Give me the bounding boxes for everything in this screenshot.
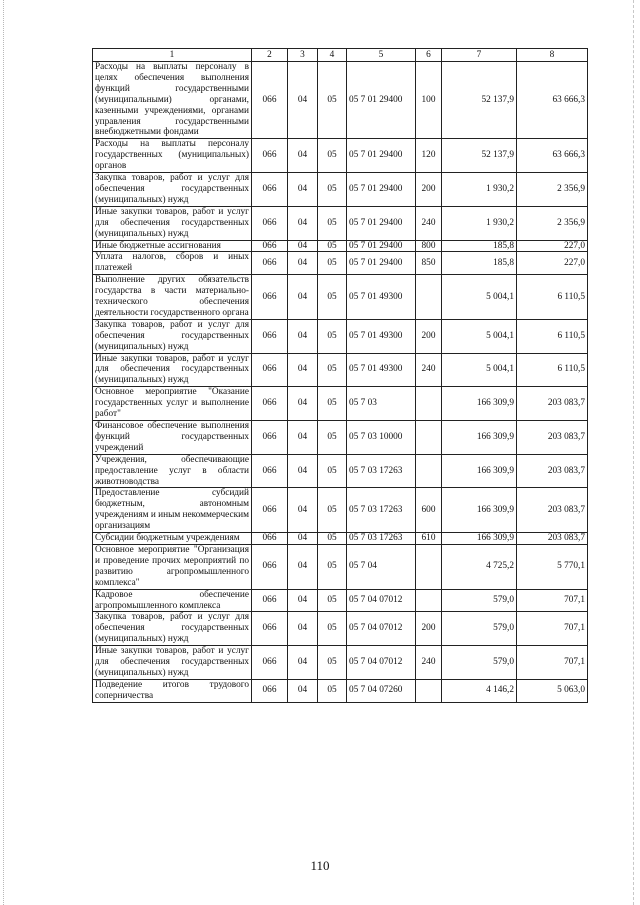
ministry-code-cell: 066 <box>252 544 288 589</box>
ministry-code-cell: 066 <box>252 206 288 240</box>
ministry-code-cell: 066 <box>252 139 288 173</box>
page-number: 110 <box>310 858 330 873</box>
table-row <box>93 319 588 353</box>
expense-type-cell: 240 <box>416 206 442 240</box>
row-name-cell: Кадровое обеспечение агропромышленного комплекса <box>93 589 252 612</box>
section-cell: 04 <box>288 353 318 387</box>
expense-type-cell <box>416 589 442 612</box>
target-article-cell: 05 7 04 07012 <box>347 646 416 680</box>
table-row <box>93 454 588 488</box>
section-cell: 04 <box>288 679 318 702</box>
subsection-cell: 05 <box>318 139 347 173</box>
subsection-cell: 05 <box>318 353 347 387</box>
subsection-cell: 05 <box>318 679 347 702</box>
table-row <box>93 646 588 680</box>
row-name-cell: Иные бюджетные ассигнования <box>93 240 252 252</box>
target-article-cell: 05 7 01 29400 <box>347 240 416 252</box>
amount-year2-cell: 203 083,7 <box>517 488 588 533</box>
ministry-code-cell: 066 <box>252 421 288 455</box>
amount-year2-cell: 6 110,5 <box>517 319 588 353</box>
ministry-code-cell: 066 <box>252 353 288 387</box>
row-name-cell: Закупка товаров, работ и услуг для обеспечения государственных (муниципальных) нужд <box>93 173 252 207</box>
amount-year1-cell: 166 309,9 <box>442 488 517 533</box>
section-cell: 04 <box>288 421 318 455</box>
subsection-cell: 05 <box>318 252 347 275</box>
section-cell: 04 <box>288 252 318 275</box>
row-name-cell: Иные закупки товаров, работ и услуг для обеспечения государственных (муниципальных) нужд <box>93 353 252 387</box>
column-header-1: 1 <box>93 49 252 62</box>
table-row <box>93 589 588 612</box>
ministry-code-cell: 066 <box>252 319 288 353</box>
amount-year1-cell: 4 146,2 <box>442 679 517 702</box>
amount-year2-cell: 227,0 <box>517 240 588 252</box>
table-row <box>93 488 588 533</box>
expense-type-cell: 600 <box>416 488 442 533</box>
table-row <box>93 612 588 646</box>
expense-type-cell: 610 <box>416 533 442 545</box>
subsection-cell: 05 <box>318 454 347 488</box>
scan-edge-left <box>3 0 5 905</box>
ministry-code-cell: 066 <box>252 252 288 275</box>
expense-type-cell <box>416 544 442 589</box>
section-cell: 04 <box>288 488 318 533</box>
section-cell: 04 <box>288 275 318 320</box>
amount-year1-cell: 5 004,1 <box>442 353 517 387</box>
amount-year2-cell: 203 083,7 <box>517 421 588 455</box>
table-row <box>93 544 588 589</box>
amount-year2-cell: 6 110,5 <box>517 353 588 387</box>
subsection-cell: 05 <box>318 646 347 680</box>
amount-year2-cell: 203 083,7 <box>517 533 588 545</box>
target-article-cell: 05 7 03 17263 <box>347 488 416 533</box>
amount-year2-cell: 63 666,3 <box>517 139 588 173</box>
section-cell: 04 <box>288 646 318 680</box>
column-header-8: 8 <box>517 49 588 62</box>
ministry-code-cell: 066 <box>252 387 288 421</box>
target-article-cell: 05 7 01 49300 <box>347 353 416 387</box>
amount-year2-cell: 203 083,7 <box>517 454 588 488</box>
column-header-6: 6 <box>416 49 442 62</box>
ministry-code-cell: 066 <box>252 533 288 545</box>
amount-year1-cell: 185,8 <box>442 240 517 252</box>
expense-type-cell: 200 <box>416 319 442 353</box>
section-cell: 04 <box>288 589 318 612</box>
subsection-cell: 05 <box>318 240 347 252</box>
target-article-cell: 05 7 03 17263 <box>347 533 416 545</box>
subsection-cell: 05 <box>318 275 347 320</box>
row-name-cell: Подведение итогов трудового соперничества <box>93 679 252 702</box>
target-article-cell: 05 7 01 49300 <box>347 319 416 353</box>
amount-year1-cell: 166 309,9 <box>442 387 517 421</box>
amount-year1-cell: 5 004,1 <box>442 319 517 353</box>
column-header-4: 4 <box>318 49 347 62</box>
target-article-cell: 05 7 03 <box>347 387 416 421</box>
subsection-cell: 05 <box>318 533 347 545</box>
subsection-cell: 05 <box>318 488 347 533</box>
expense-type-cell: 240 <box>416 646 442 680</box>
target-article-cell: 05 7 01 49300 <box>347 275 416 320</box>
target-article-cell: 05 7 04 <box>347 544 416 589</box>
section-cell: 04 <box>288 139 318 173</box>
row-name-cell: Основное мероприятие "Организация и проведение прочих мероприятий по развитию агропромышленного комплекса" <box>93 544 252 589</box>
row-name-cell: Расходы на выплаты персоналу в целях обеспечения выполнения функций государственными (муниципальными) органами, казенными учреждениями, органами управления государственными внебюджетными фондами <box>93 62 252 139</box>
row-name-cell: Основное мероприятие "Оказание государственных услуг и выполнение работ" <box>93 387 252 421</box>
target-article-cell: 05 7 04 07260 <box>347 679 416 702</box>
row-name-cell: Уплата налогов, сборов и иных платежей <box>93 252 252 275</box>
target-article-cell: 05 7 01 29400 <box>347 173 416 207</box>
expense-type-cell: 100 <box>416 62 442 139</box>
expense-type-cell: 240 <box>416 353 442 387</box>
column-header-3: 3 <box>288 49 318 62</box>
ministry-code-cell: 066 <box>252 275 288 320</box>
table-row <box>93 206 588 240</box>
section-cell: 04 <box>288 533 318 545</box>
table-row <box>93 421 588 455</box>
row-name-cell: Субсидии бюджетным учреждениям <box>93 533 252 545</box>
table-row <box>93 387 588 421</box>
table-row <box>93 173 588 207</box>
ministry-code-cell: 066 <box>252 62 288 139</box>
target-article-cell: 05 7 04 07012 <box>347 589 416 612</box>
subsection-cell: 05 <box>318 544 347 589</box>
expense-type-cell <box>416 387 442 421</box>
section-cell: 04 <box>288 454 318 488</box>
row-name-cell: Закупка товаров, работ и услуг для обеспечения государственных (муниципальных) нужд <box>93 612 252 646</box>
row-name-cell: Предоставление субсидий бюджетным, автономным учреждениям и иным некоммерческим организациям <box>93 488 252 533</box>
column-header-5: 5 <box>347 49 416 62</box>
subsection-cell: 05 <box>318 589 347 612</box>
table-row <box>93 353 588 387</box>
subsection-cell: 05 <box>318 421 347 455</box>
target-article-cell: 05 7 01 29400 <box>347 206 416 240</box>
row-name-cell: Учреждения, обеспечивающие предоставление услуг в области животноводства <box>93 454 252 488</box>
row-name-cell: Иные закупки товаров, работ и услуг для обеспечения государственных (муниципальных) нужд <box>93 206 252 240</box>
amount-year2-cell: 203 083,7 <box>517 387 588 421</box>
amount-year1-cell: 166 309,9 <box>442 454 517 488</box>
amount-year1-cell: 185,8 <box>442 252 517 275</box>
expense-type-cell: 850 <box>416 252 442 275</box>
amount-year2-cell: 2 356,9 <box>517 206 588 240</box>
subsection-cell: 05 <box>318 206 347 240</box>
amount-year2-cell: 5 063,0 <box>517 679 588 702</box>
amount-year1-cell: 579,0 <box>442 612 517 646</box>
row-name-cell: Выполнение других обязательств государства в части материально-технического обеспечения деятельности государственного органа <box>93 275 252 320</box>
section-cell: 04 <box>288 387 318 421</box>
amount-year2-cell: 707,1 <box>517 589 588 612</box>
ministry-code-cell: 066 <box>252 488 288 533</box>
expense-type-cell: 200 <box>416 173 442 207</box>
expense-type-cell: 120 <box>416 139 442 173</box>
section-cell: 04 <box>288 173 318 207</box>
target-article-cell: 05 7 01 29400 <box>347 252 416 275</box>
ministry-code-cell: 066 <box>252 679 288 702</box>
ministry-code-cell: 066 <box>252 240 288 252</box>
table-row <box>93 139 588 173</box>
table-row <box>93 533 588 545</box>
amount-year2-cell: 227,0 <box>517 252 588 275</box>
table-row <box>93 275 588 320</box>
ministry-code-cell: 066 <box>252 646 288 680</box>
section-cell: 04 <box>288 544 318 589</box>
amount-year2-cell: 2 356,9 <box>517 173 588 207</box>
amount-year1-cell: 579,0 <box>442 646 517 680</box>
expense-type-cell <box>416 454 442 488</box>
expense-type-cell <box>416 275 442 320</box>
expense-type-cell: 200 <box>416 612 442 646</box>
table-row <box>93 62 588 139</box>
ministry-code-cell: 066 <box>252 454 288 488</box>
amount-year1-cell: 5 004,1 <box>442 275 517 320</box>
target-article-cell: 05 7 01 29400 <box>347 62 416 139</box>
table-row <box>93 240 588 252</box>
ministry-code-cell: 066 <box>252 612 288 646</box>
amount-year2-cell: 63 666,3 <box>517 62 588 139</box>
expense-type-cell: 800 <box>416 240 442 252</box>
section-cell: 04 <box>288 612 318 646</box>
amount-year2-cell: 5 770,1 <box>517 544 588 589</box>
table-row <box>93 679 588 702</box>
section-cell: 04 <box>288 240 318 252</box>
table-row <box>93 252 588 275</box>
row-name-cell: Закупка товаров, работ и услуг для обеспечения государственных (муниципальных) нужд <box>93 319 252 353</box>
ministry-code-cell: 066 <box>252 589 288 612</box>
amount-year1-cell: 1 930,2 <box>442 206 517 240</box>
expense-type-cell <box>416 421 442 455</box>
target-article-cell: 05 7 01 29400 <box>347 139 416 173</box>
section-cell: 04 <box>288 62 318 139</box>
row-name-cell: Финансовое обеспечение выполнения функций государственных учреждений <box>93 421 252 455</box>
subsection-cell: 05 <box>318 319 347 353</box>
amount-year2-cell: 707,1 <box>517 612 588 646</box>
amount-year1-cell: 4 725,2 <box>442 544 517 589</box>
amount-year1-cell: 166 309,9 <box>442 421 517 455</box>
target-article-cell: 05 7 03 17263 <box>347 454 416 488</box>
budget-table <box>92 48 588 703</box>
row-name-cell: Расходы на выплаты персоналу государственных (муниципальных) органов <box>93 139 252 173</box>
row-name-cell: Иные закупки товаров, работ и услуг для обеспечения государственных (муниципальных) нужд <box>93 646 252 680</box>
subsection-cell: 05 <box>318 62 347 139</box>
scan-edge-right <box>633 0 635 905</box>
subsection-cell: 05 <box>318 173 347 207</box>
section-cell: 04 <box>288 319 318 353</box>
amount-year2-cell: 6 110,5 <box>517 275 588 320</box>
amount-year2-cell: 707,1 <box>517 646 588 680</box>
subsection-cell: 05 <box>318 387 347 421</box>
ministry-code-cell: 066 <box>252 173 288 207</box>
column-header-2: 2 <box>252 49 288 62</box>
column-header-7: 7 <box>442 49 517 62</box>
amount-year1-cell: 52 137,9 <box>442 139 517 173</box>
subsection-cell: 05 <box>318 612 347 646</box>
amount-year1-cell: 1 930,2 <box>442 173 517 207</box>
header-row <box>93 49 588 62</box>
amount-year1-cell: 166 309,9 <box>442 533 517 545</box>
amount-year1-cell: 579,0 <box>442 589 517 612</box>
section-cell: 04 <box>288 206 318 240</box>
target-article-cell: 05 7 04 07012 <box>347 612 416 646</box>
amount-year1-cell: 52 137,9 <box>442 62 517 139</box>
expense-type-cell <box>416 679 442 702</box>
target-article-cell: 05 7 03 10000 <box>347 421 416 455</box>
